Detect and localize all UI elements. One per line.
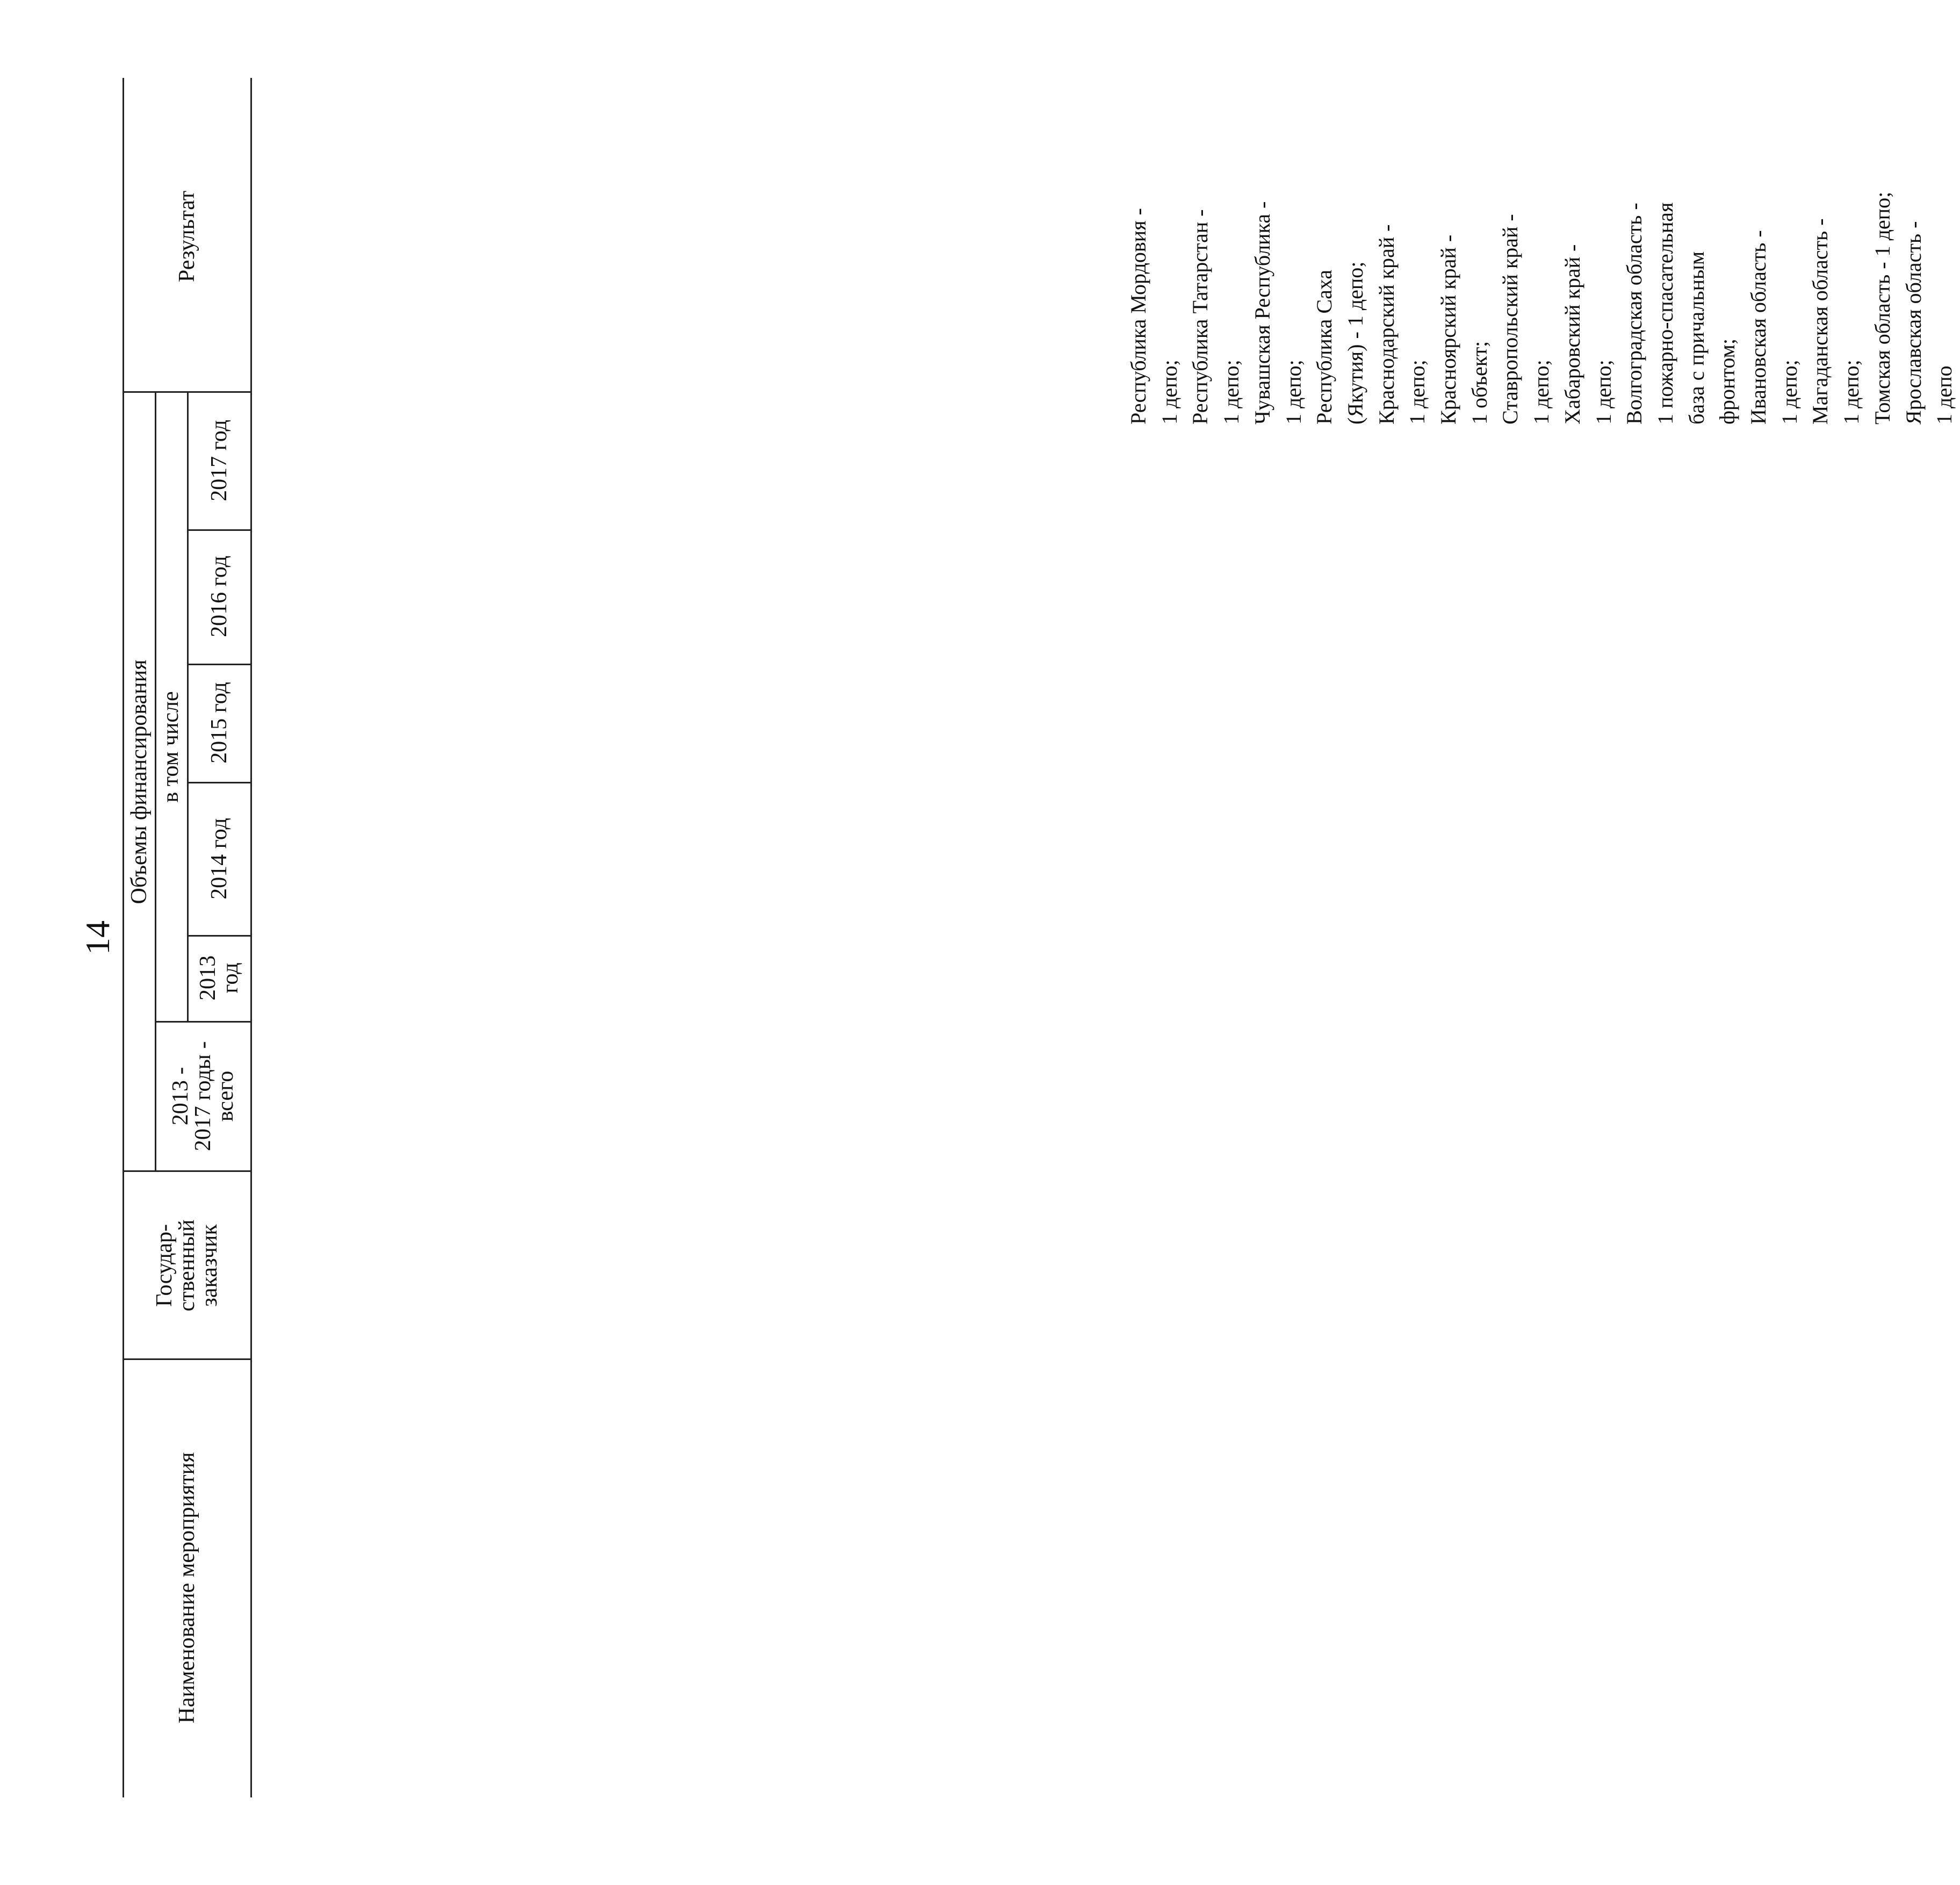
result-line: 1 депо;: [1219, 359, 1244, 425]
result-line: Республика Саха: [1312, 269, 1337, 425]
result-line: Чувашская Республика -: [1250, 201, 1274, 425]
header-year-2014: 2014 год: [207, 818, 232, 900]
header-state-customer: [153, 1220, 221, 1312]
header-year-2013: [197, 955, 242, 1001]
result-line: 1 депо;: [1281, 359, 1306, 425]
result-line: Красноярский край -: [1436, 234, 1461, 425]
funding-subheader-line: [155, 392, 156, 1171]
result-line: 1 депо;: [1839, 359, 1864, 425]
page-number: 14: [78, 920, 117, 955]
result-line: 1 объект;: [1467, 341, 1491, 425]
result-line: Волгоградская область -: [1622, 203, 1647, 425]
result-line: 1 депо;: [1529, 359, 1554, 425]
result-line: 1 депо;: [1157, 359, 1181, 425]
result-line: Ярославская область -: [1901, 221, 1926, 425]
result-line: 1 депо;: [1405, 359, 1430, 425]
col-divider-2015: [187, 664, 251, 665]
header-total: [169, 1041, 237, 1152]
result-line: 1 депо;: [1777, 359, 1802, 425]
result-line: фронтом;: [1715, 339, 1740, 425]
header-measure-name: Наименование мероприятия: [175, 1452, 199, 1724]
header-state-customer-line-2: ственный: [175, 1219, 199, 1312]
col-divider-name: [122, 1358, 251, 1360]
col-divider-2013: [187, 935, 251, 937]
col-divider-customer: [122, 1170, 251, 1172]
header-result: Результат: [175, 190, 199, 283]
header-total-line-3: всего: [213, 1070, 238, 1122]
col-divider-2016: [187, 529, 251, 531]
col-divider-2014: [187, 782, 251, 783]
result-line: 1 депо: [1932, 365, 1957, 425]
header-bottom-border: [250, 78, 252, 1797]
result-line: Магаданская область -: [1808, 218, 1833, 425]
header-total-line-2: 2017 годы -: [191, 1041, 215, 1152]
header-year-2013-line-1: 2013: [196, 955, 220, 1001]
result-line: (Якутия) - 1 депо;: [1343, 261, 1367, 425]
result-line: Хабаровский край -: [1560, 244, 1584, 425]
result-text: [1123, 102, 1960, 425]
result-line: Краснодарский край -: [1374, 224, 1399, 425]
result-line: Республика Татарстан -: [1188, 209, 1213, 425]
result-line: 1 депо;: [1591, 359, 1616, 425]
result-line: 1 пожарно-спасательная: [1653, 202, 1677, 425]
header-year-2015: 2015 год: [207, 682, 232, 764]
header-state-customer-line-3: заказчик: [197, 1224, 222, 1307]
header-year-2017: 2017 год: [207, 420, 232, 501]
header-total-line-1: 2013 -: [168, 1067, 193, 1126]
col-divider-total: [155, 1021, 251, 1023]
including-subheader-line: [187, 392, 189, 1021]
result-line: база с причальным: [1684, 251, 1709, 425]
header-year-2016: 2016 год: [207, 556, 232, 637]
result-line: Республика Мордовия -: [1126, 208, 1150, 425]
header-including: в том числе: [158, 691, 183, 803]
header-year-2013-line-2: год: [218, 962, 243, 994]
table-top-border: [122, 78, 124, 1797]
result-line: Ивановская область -: [1746, 230, 1771, 425]
header-funding-volume: Объемы финансирования: [127, 659, 152, 904]
result-line: Ставропольский край -: [1498, 214, 1523, 425]
result-line: Томская область - 1 депо;: [1870, 191, 1894, 425]
header-state-customer-line-1: Государ-: [152, 1224, 177, 1307]
